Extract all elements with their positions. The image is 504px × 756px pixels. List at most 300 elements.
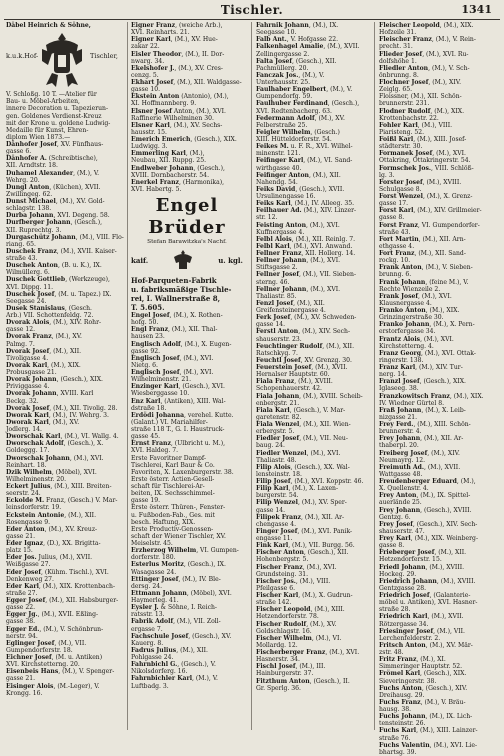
directory-entry-line: XVI. Redtenbacherg. 63. <box>256 107 332 115</box>
directory-entry-line: Fiedler Josef, (M.), VII. Neu- <box>256 435 348 443</box>
directory-entry-line: Dänhofer Josef, XV. Fünfhaus- <box>6 141 104 148</box>
directory-entry-line: dersg. 24. <box>131 582 163 590</box>
directory-entry-line: Dvorak Josef, (M.), XII. <box>6 347 82 355</box>
directory-entry-line: baug. 24. <box>256 442 285 450</box>
directory-entry-line: Fellner Josef, (M.), VII. Sieben- <box>256 271 357 279</box>
directory-entry-line: gasse 10. <box>131 86 161 94</box>
directory-entry-line: nerg. 14. <box>379 371 407 379</box>
directory-entry-line: shauserstr. 23. <box>256 335 302 343</box>
directory-entry-line: Fiala Johann, (M.), XVIII. Scheib- <box>256 392 363 400</box>
directory-entry-line: Ratschkyg. 7. <box>256 349 298 357</box>
directory-entry-line: Felbl Karl, (M.), XVI. Anwand. <box>256 242 353 250</box>
directory-entry-line: Feifinger Anton, (M.), XII. <box>256 171 341 179</box>
directory-entry-line: minenstr. 121. <box>256 150 301 158</box>
directory-entry-line: Franz Karl, (M.), XIV. Tur- <box>379 364 463 371</box>
directory-entry-line: Dvorak Johann, XVIII. Karl <box>6 390 94 398</box>
directory-entry-line: brunng. 6. <box>379 271 412 279</box>
directory-entry-line: Friedrich Johann, (M.), XVIII. <box>379 577 476 585</box>
directory-entry-line: beiten, IX. Sechsschimmel- <box>131 490 215 498</box>
directory-entry-line: Piaristeng. 52. <box>379 128 425 136</box>
directory-entry-line: gasse 8. <box>379 214 405 222</box>
directory-entry-line: Fellner Johann, (M.), XVI. <box>256 257 341 265</box>
directory-entry-line: Duschek Anton, (B. u. K.), IX. <box>6 262 102 270</box>
directory-entry-line: Formschek Jos., VIII. Schlöß- <box>379 164 474 172</box>
directory-entry-line: gasse 45. <box>131 433 161 441</box>
directory-entry-line: straße 142. <box>256 599 292 607</box>
directory-entry-line: Stiftsgasse 2. <box>256 264 298 272</box>
column-divider <box>374 22 375 730</box>
directory-entry-line: Forster Josef, (M.), XVIII. <box>379 178 462 186</box>
directory-entry-line: Krongg. 16. <box>6 689 43 697</box>
directory-entry-line: Fiedler Wenzel, (M.), XVI. <box>256 449 341 457</box>
engel-brueder-line: rei, I. Wallnerstraße 8, <box>131 294 221 303</box>
directory-entry-line: Forst Wenzel, (M.), X. Grenz- <box>379 193 473 200</box>
directory-entry-line: Franz Georg, (M.), XVI. Ottak- <box>379 349 476 357</box>
directory-entry-line: thaberpl. 20. <box>379 442 419 450</box>
directory-entry-line: schaft der Wiener Tischler, XV. <box>131 532 226 540</box>
directory-entry-line: Hetzendorferstr. 78. <box>256 613 319 621</box>
directory-entry-line: Fuchs Johann, (M.), IX. Lich- <box>379 713 473 721</box>
directory-entry-line: Raffinerie Wilhelminen 30. <box>131 114 214 122</box>
engel-brueder-line: u. fabriksmäßige Tischle- <box>131 285 232 294</box>
directory-entry-line: Dvorak Alois, (M.), XIV. Rohr- <box>6 319 102 327</box>
directory-entry-line: Durgaschütz Johann, (M.), VIII. Flo- <box>6 233 124 241</box>
directory-column-4 <box>379 22 499 756</box>
directory-entry-line: gasse 6. <box>6 148 32 156</box>
directory-entry-line: Probusgasse 21. <box>6 369 57 376</box>
directory-entry-line: Feiks David, (Gesch.), XVII. <box>256 185 345 193</box>
directory-entry-line: Wasagasse 24. <box>131 568 177 576</box>
directory-entry-line: Kirchstetterng. 4. <box>379 342 434 350</box>
directory-entry-line: Eder Jos. Julius, (M.), XVII. <box>6 554 93 562</box>
directory-entry-line: Fuchs Karl, (M.), XIII. Lainzer- <box>379 727 478 735</box>
directory-entry-line: Faulhaber Engelbert, (M.), V. <box>256 86 353 94</box>
column-divider <box>251 22 252 730</box>
directory-entry-line: Esterlus Moritz, (Gesch.), IX. <box>131 561 226 569</box>
directory-entry-line: Hohenbergstr. 5. <box>256 556 309 564</box>
directory-entry-line: hausg. 38. <box>379 706 412 713</box>
directory-entry-line: Erzherzog Wilhelm, VI. Gumpen- <box>131 547 239 555</box>
directory-entry-line: Falta Josef, (Gesch.), XII. <box>256 57 337 65</box>
directory-entry-line: Eysler J. & Söhne, I. Reich- <box>131 604 217 612</box>
directory-entry-line: Fuchs Valentin, (M.), XVI. Lie- <box>379 741 478 749</box>
directory-entry-line: gasse 12. <box>6 326 36 334</box>
directory-entry-line: Feuerstein Josef, (M.), XVII. <box>256 364 348 371</box>
directory-entry-line: Fahrnbichl G., (Gesch.), V. <box>131 661 216 669</box>
directory-entry-line: Medaille für Kunst, Ehren- <box>6 126 89 134</box>
directory-entry-line: Fischl Josef, (M.), III. <box>256 663 326 671</box>
directory-entry-line: Fink Karl, (M.), VII. Burgg. 56. <box>256 542 355 550</box>
directory-entry-line: Schopenhauerstr. 42. <box>256 385 322 393</box>
directory-entry-line: XVIII. Dornbacherstr. 54. <box>131 171 210 179</box>
directory-entry-line: XVI. Haldeg. 7. <box>131 447 179 455</box>
directory-entry-line: Frey Johann, (M.), XII. Ar- <box>379 435 464 443</box>
directory-entry-line: Fischer Anton, (Gesch.), XII. <box>256 549 349 557</box>
directory-entry-line: innere Decoration u. Tapezierun- <box>6 105 109 113</box>
directory-entry-line: gasse 19. <box>131 497 161 505</box>
directory-entry-line: gasse 14. <box>256 506 286 514</box>
directory-entry-line: diplom Wien 1873.— <box>6 133 71 141</box>
directory-entry-line: Dvorak Josef, (M.), XII. Tivolig. 28. <box>6 404 118 412</box>
directory-entry-line: Fiala Franz, (M.), XVIII. <box>256 378 333 386</box>
directory-entry-line: straße 28. <box>379 606 411 614</box>
directory-entry-line: engasse 11. <box>256 535 293 542</box>
directory-entry-line: Ferstl Anton, (M.), XIV. Sech- <box>256 328 351 336</box>
directory-entry-line: Bau- u. Möbel-Arbeiten, <box>6 98 80 106</box>
directory-entry-line: chengasse 4. <box>256 520 297 528</box>
directory-entry-line: gasse 21. <box>6 532 36 540</box>
directory-entry-line: Frey Anton, (M.), IX. Spittel- <box>379 492 471 500</box>
directory-entry-line: Fenzl Josef, (M.), XII. <box>256 299 325 307</box>
directory-entry-line: Feiks Karl, (M.), IV. Alleeg. 35. <box>256 200 355 208</box>
directory-entry-line: Durba Johann, XVI. Degeng. 58. <box>6 212 110 220</box>
directory-entry-line: Eckert Julius, (M.), XIII. Breiten- <box>6 483 112 490</box>
directory-entry-line: Ekelshofer J., (M.), XV. Cres- <box>131 64 223 72</box>
directory-entry-line: Fleischer Leopold, (M.), XIX. <box>379 22 474 29</box>
directory-entry-line: Fischerberger Franz, (M.), XVI. <box>256 649 360 656</box>
column-divider <box>127 22 128 730</box>
directory-entry-line: Emmerling Karl, (M.), <box>131 150 205 158</box>
directory-entry-line: Jodlerg. 14. <box>6 426 42 433</box>
directory-entry-line: Eisler Theodor, (M.), II. Dor- <box>131 50 225 58</box>
directory-entry-line: Eichner Josef, (M. u. Antiken) <box>6 654 103 661</box>
directory-entry-line: Duschek Franz, (M.), XVII. Kaiser- <box>6 247 117 255</box>
directory-entry-line: Erste österr. Thüren-, Fenster- <box>131 504 226 512</box>
directory-entry-line: Luftbadg. 3. <box>131 682 169 690</box>
directory-entry-line: Fachschule Josef, (Gesch.), XV. <box>131 632 232 640</box>
directory-entry-line: Durfberger Johann, (Gesch.), <box>6 219 103 227</box>
directory-entry-line: Sieveringerstr. 38. <box>379 677 437 685</box>
directory-entry-line: cenzg. 5. <box>131 71 159 79</box>
directory-entry-line: Feifinger Karl, (M.), VI. Sand- <box>256 157 353 165</box>
directory-entry-line: Arb.) VII. Schottenfeldg. 72. <box>6 312 94 319</box>
directory-entry-line: Felberstraße 25. <box>256 121 308 129</box>
directory-entry-line: Hockeg. 29. <box>379 570 417 578</box>
directory-entry-line: u. Fußboden-Fab., Ges. mit <box>131 511 215 519</box>
directory-entry-line: Enz Karl, (Antiken), XIII. Wal- <box>131 397 226 405</box>
directory-entry-line: schlagstr. 138. <box>6 205 52 213</box>
directory-entry-line: riang. 65. <box>6 240 36 248</box>
directory-entry-line: Haymerleg. 41. <box>131 597 179 604</box>
directory-entry-line: Enerkel Franz, (Harmonika), <box>131 178 225 186</box>
ad-firm-name: Däbel Heinrich & Söhne, <box>6 22 91 29</box>
directory-entry-line: sterng. 46. <box>256 278 290 286</box>
directory-entry-line: Feuchtl Josef, XV. Grenzg. 30. <box>256 356 352 364</box>
directory-entry-line: V. Schloßg. 10 T. —Atelier für <box>6 91 97 99</box>
directory-entry-line: Nahendg. 54. <box>256 178 298 186</box>
directory-entry-line: Ekhart Josef, (M.), XII. Waldgasse- <box>131 79 242 86</box>
directory-entry-line: Ludwigg. 3. <box>131 143 168 151</box>
directory-entry-line: XII. Ruprechtg. 3. <box>6 226 62 234</box>
directory-entry-line: Freimuth Ad., (M.), XVII. <box>379 463 461 471</box>
directory-entry-line: Fiala Karl, (Gesch.), V. Mar- <box>256 406 346 414</box>
directory-entry-line: burgerstr. 54. <box>256 492 299 500</box>
directory-entry-line: dstraße 18. <box>131 404 167 412</box>
directory-entry-line: Duhamel Alexander, (M.), V. <box>6 169 100 177</box>
directory-entry-line: (Galant.) VI. Mariahilfer- <box>131 418 208 426</box>
directory-entry-line: Erste Favoritner Dampf- <box>131 454 207 462</box>
eagle-emblem-icon <box>172 249 194 273</box>
directory-entry-line: Filip Josef, (M.), XVI. Koppstr. 46. <box>256 478 364 485</box>
directory-entry-line: Denkenweg 27. <box>6 575 54 583</box>
directory-entry-line: lg. 3. <box>379 171 395 179</box>
directory-entry-line: Fiala Wenzel, (M.), XII. Wien- <box>256 421 351 428</box>
directory-entry-line: Englisch Josef, (M.), XVI. <box>131 369 214 376</box>
directory-entry-line: Eder Karl, (M.), XIX. Krottenbach- <box>6 582 116 590</box>
directory-entry-line: Grinzingerstraße 30. <box>379 314 444 322</box>
directory-entry-line: Fort Franz, (M.), XII. Sand- <box>379 250 466 257</box>
directory-entry-line: gasse 22. <box>6 604 36 612</box>
directory-entry-line: Tischlerei, Karl Baur & Co. <box>131 461 215 469</box>
directory-entry-line: Fahrnik Johann, (M.), IX. <box>256 22 339 29</box>
directory-entry-line: Wattgasse 48. <box>379 470 423 478</box>
crest-advertisement <box>6 29 118 91</box>
directory-entry-line: Foißl Karl, (M.), XIII. Josef- <box>379 136 467 143</box>
directory-entry-line: bhartsg. 39. <box>379 748 417 756</box>
directory-entry-line: auerlände 25. <box>379 499 422 507</box>
directory-entry-line: Seegasse 24. <box>6 297 47 305</box>
directory-entry-line: Fahrnbichler Karl, (M.), V. <box>131 675 218 683</box>
directory-entry-line: straße 27. <box>6 589 38 597</box>
directory-entry-line: Goldeggg. 17. <box>6 447 50 455</box>
directory-entry-line: Fliedler Anton, (M.), V. Sch- <box>379 64 470 72</box>
directory-entry-line: Pachmüllerg. 20. <box>256 64 309 72</box>
directory-entry-line: Simmeringer Hauptstr. 52. <box>379 663 463 671</box>
directory-column-1 <box>6 22 124 730</box>
directory-entry-line: garetenstr. 82. <box>256 413 302 421</box>
directory-entry-line: Ursulinengasse 16. <box>256 193 316 200</box>
directory-entry-line: nizgasse 21. <box>379 413 418 421</box>
directory-entry-line: Fischer Karl, (M.), X. Gudrun- <box>256 592 353 599</box>
directory-entry-line: dolfshöhe 1. <box>379 57 417 65</box>
directory-entry-line: Fuchs Anton, (Gesch.), XIV. <box>379 684 468 692</box>
kaif-row <box>131 248 243 274</box>
directory-entry-line: Klausnergasse 4. <box>379 299 432 307</box>
directory-entry-line: Frank Anton, (M.), V. Sieben- <box>379 264 473 272</box>
directory-entry-line: Frömel Karl, (Gesch.), XIX. <box>379 670 467 678</box>
directory-entry-line: Floissner, (M.), XII. Schön- <box>379 93 462 101</box>
directory-entry-line: Neubau, XII. Ruppg. 25. <box>131 157 207 165</box>
directory-entry-line: Ferk Josef, (M.), XV. Schweden- <box>256 314 357 322</box>
directory-entry-line: rockg. 10. <box>379 257 411 265</box>
directory-entry-line: Rosengasse 9. <box>6 518 51 526</box>
directory-entry-line: Lerchenfelderstr. 2. <box>379 634 441 642</box>
directory-entry-line: Feuchtinger Rudolf, (M.), XII. <box>256 342 355 350</box>
directory-entry-line: Fitzthum Anton, (Gesch.), II. <box>256 677 350 685</box>
directory-entry-line: Elsner Karl, (M.), XV. Sechs- <box>131 121 223 129</box>
directory-entry-line: Dworschak Adolf, (Gesch.), X. <box>6 440 104 448</box>
directory-entry-line: Rötzergasse 34. <box>379 620 429 628</box>
directory-entry-line: Wiesberggasse 10. <box>131 390 190 398</box>
directory-entry-line: Filip Karl, (M.), X. Laxen- <box>256 485 339 493</box>
directory-entry-line: Frieberger Josef, (M.), XII. <box>379 549 467 557</box>
directory-entry-line: Frank Josef, (M.), XVI. <box>379 292 452 300</box>
directory-entry-line: Schulgasse 8. <box>379 185 422 193</box>
directory-entry-line: precht. 31. <box>379 43 413 51</box>
directory-entry-line: XVI. Reinharts. 21. <box>131 29 190 37</box>
directory-entry-line: önbrunng. 8. <box>379 71 419 79</box>
directory-entry-line: Erdödi Johanna, verehel. Kutte. <box>131 411 234 419</box>
directory-entry-line: Meiselstr. 45. <box>131 540 173 547</box>
directory-entry-line: Hetzendorferstr. 15. <box>379 556 442 564</box>
crest-left-label: k.u.k.Hof- <box>6 52 39 61</box>
directory-entry-line: Fritz Franz, (M.), XI. <box>379 656 446 664</box>
engel-brueder-advertisement <box>131 195 243 312</box>
directory-entry-line: Endlweber Johann, (Gesch.), <box>131 164 225 172</box>
directory-entry-line: Fraß Johann, (M.), X. Leib- <box>379 406 466 414</box>
directory-column-3 <box>256 22 368 730</box>
directory-entry-line: Wilhelminenstr. 21. <box>131 376 192 384</box>
engel-brueder-line: T. 5.605. <box>131 303 165 312</box>
directory-entry-line: leinsdorferstr. 19. <box>6 504 62 512</box>
directory-entry-line: Eder Ignaz, (D.), XX. Brigitta- <box>6 540 101 547</box>
directory-entry-line: Frank Johann, (feine M.), V. <box>379 278 469 286</box>
directory-entry-line: Duschek Gottlieb, (Werkzeuge), <box>6 276 110 284</box>
directory-entry-line: Eder Josef, (Kühm. Tischl.), XVI. <box>6 568 109 576</box>
directory-entry-line: Dreihausg. 29. <box>379 691 425 699</box>
directory-entry-line: Ottakring, Ottakringerstr. 54. <box>379 157 471 165</box>
directory-entry-line: Dvorak Johann, (Gesch.), XIX. <box>6 376 103 384</box>
crest-right-label: Tischler, <box>90 52 118 61</box>
directory-entry-line: XVI. Habertg. 5. <box>131 185 182 193</box>
directory-entry-line: Franzl Josef, (Gesch.), XIX. <box>379 378 466 386</box>
directory-entry-line: tensteinstr. 26. <box>379 720 426 728</box>
directory-entry-line: Friedrich Karl, (M.), XVII. <box>379 613 464 621</box>
directory-entry-line: Felbl Alois, (M.), XII. Reinlg. 7. <box>256 235 356 243</box>
directory-entry-line: Dworschak Karl, (M.), VI. Wallg. 4. <box>6 433 119 441</box>
directory-entry-line: Filip Alois, (Gesch.), XX. Wal- <box>256 463 350 471</box>
directory-entry-line: Engel Josef, (M.), X. Rothen- <box>131 312 223 319</box>
directory-entry-line: X. Quellenstr. 4. <box>379 485 429 493</box>
directory-entry-line: Egger Jg., (M.), XVII. Eßling- <box>6 611 99 619</box>
engel-brueder-title: Engel Brüder <box>148 195 226 238</box>
directory-entry-line: Zeiglg. 65. <box>379 86 413 94</box>
directory-entry-line: zakar 22. <box>131 43 160 51</box>
directory-entry-line: Eigner Franz, (weiche Arb.), <box>131 22 223 29</box>
engel-brueder-line: Hof-Parqueten-Fabrik <box>131 276 217 285</box>
directory-entry-line: Dänhofer A. (Schreibtische), <box>6 155 98 163</box>
directory-entry-line: Friedl Johann, (M.), XVIII. <box>379 563 465 571</box>
directory-entry-line: Reinhart. 18. <box>6 461 47 469</box>
directory-entry-line: städterstr. 30. <box>379 143 423 151</box>
directory-entry-line: Neumayrg. 12. <box>379 456 426 464</box>
directory-entry-line: Frey Johann, (Gesch.), XVIII. <box>379 506 472 514</box>
directory-entry-line: Ettmann Johann, (Möbel), XVI. <box>131 589 232 597</box>
directory-entry-line: Feilhauer Ad. (M.), XIV. Linzer- <box>256 207 357 215</box>
directory-entry-line: Franko Anton, (M.), XIX. <box>379 307 460 314</box>
directory-entry-line: Englisch Adolf, (M.), X. Eugen- <box>131 340 232 348</box>
directory-entry-line: Fischer Leopold, (M.), XIII. <box>256 606 345 614</box>
directory-entry-line: Erste Productiv-Genossen- <box>131 525 214 533</box>
directory-entry-line: XIII. Hütteldorferstr. 54. <box>256 136 332 143</box>
directory-entry-line: Fort Martin, (M.), XII. Arn- <box>379 235 466 243</box>
directory-entry-line: Franzkowitsch Franz, (M.), XIX. <box>379 392 484 400</box>
directory-entry-line: Frey Josef, (Gesch.), XIV. Sech- <box>379 520 478 528</box>
directory-entry-line: Zwillingeg. 62. <box>6 190 53 198</box>
directory-entry-line: hofg. 50. <box>131 319 159 327</box>
directory-entry-line: Gentzgasse 28. <box>379 584 427 592</box>
directory-entry-line: ratsstr. 13. <box>131 611 165 619</box>
directory-entry-line: Fischer Rudolf, (M.), XV. <box>256 620 337 628</box>
directory-entry-line: gasse 92. <box>131 347 161 355</box>
directory-entry-line: wirthgasse 40. <box>256 164 302 172</box>
directory-entry-line: Filipek Franz, (M.), XII. Ar- <box>256 513 345 521</box>
directory-entry-line: Eigner Karl, (M.), XV. Hue- <box>131 36 218 44</box>
directory-entry-line: Eglinger Josef, (M.), VII. <box>6 639 87 647</box>
directory-entry-line: Fadrus Julius, (M.), XII. <box>131 646 208 654</box>
directory-entry-line: schaft für Tischlerei-Ar- <box>131 483 205 490</box>
directory-entry-line: Gumpendorfg. 59. <box>256 93 313 101</box>
directory-entry-line: Egger Ed., (M.), V. Schönbrun- <box>6 625 104 633</box>
header-rule <box>4 19 500 20</box>
directory-entry-line: XVI. Dippg. 11. <box>6 283 54 291</box>
directory-entry-line: XVI. Kirchstetterng. 20. <box>6 661 80 669</box>
directory-entry-line: gen. Goldenes Verdienst-Kreuz <box>6 112 102 120</box>
directory-entry-line: Forst Franz, VI. Gumpendorfer- <box>379 221 480 229</box>
directory-entry-line: Feigler Wilhelm, (Gesch.) <box>256 128 340 136</box>
directory-entry-line: Falkenhagel Amalie, (M.), XVII. <box>256 43 360 51</box>
page-number: 1341 <box>461 3 492 16</box>
directory-entry-line: Kuffnergasse 4. <box>256 228 305 236</box>
directory-entry-line: besch. Haftung, XIX. <box>131 518 196 526</box>
directory-entry-line: Eisinger Alois, (M.-Leger), V. <box>6 682 100 690</box>
directory-entry-line: Dusek Stanislaus, (Gesch. <box>6 304 92 312</box>
directory-entry-line: Favoriten, X. Laxenburgerstr. 38. <box>131 468 234 476</box>
directory-entry-line: Egger Josef, (M.), XII. Habsburger- <box>6 597 119 604</box>
directory-entry-line: zstr. 48. <box>379 649 404 656</box>
directory-entry-line: Eckstein Antonie, (M.), XII. <box>6 511 97 519</box>
directory-entry-line: dorferstr. 180. <box>131 554 176 562</box>
directory-entry-line: mit der Krone u. goldene Ludwig- <box>6 119 111 127</box>
directory-entry-line: Fischer Wilhelm, (M.), VI. <box>256 634 342 642</box>
directory-entry-line: Fellner Johann, (M.), XVI. <box>256 285 341 293</box>
directory-entry-line: ringerstr. 138. <box>379 356 424 364</box>
directory-entry-line: brunnerstr. 231. <box>379 100 430 108</box>
directory-entry-line: Hernalser Hauptstr. 60. <box>256 371 330 379</box>
directory-entry-line: straße 118 T., G. I. Haustruck- <box>131 426 225 433</box>
directory-entry-line: Fohler Karl, (M.), VIII. <box>379 121 453 129</box>
kaif-right-label: u. kgl. <box>218 256 243 266</box>
directory-entry-line: Hainburgerstr. 37. <box>256 670 314 678</box>
directory-entry-line: gasse 14. <box>256 321 286 329</box>
directory-entry-line: nerstr. 94. <box>6 632 38 640</box>
directory-column-2 <box>131 22 243 730</box>
directory-entry-line: erstorfergasse 34. <box>379 328 436 336</box>
directory-entry-line: Formanek Josef, (M.), XVI. <box>379 150 466 158</box>
directory-entry-line: lensteinstr. 18. <box>256 470 302 478</box>
directory-entry-line: Goldschlagstr. 16. <box>256 627 312 635</box>
directory-entry-line: Friedrich Josef, (Galanterie- <box>379 592 471 599</box>
directory-entry-line: Eisenbeis Hans, (M.), V. Spenger- <box>6 668 115 676</box>
directory-entry-line: Zellingergasse 2. <box>256 50 310 58</box>
directory-entry-line: straße 76. <box>379 734 411 742</box>
directory-entry-line: XII. Arndtstr. 18. <box>6 162 58 170</box>
directory-entry-line: str. 12. <box>256 214 278 222</box>
directory-entry-line: Dworschak Johann, (M.), XVI. <box>6 454 104 462</box>
directory-entry-line: Frey Karl, (M.), XIX. Weinberg- <box>379 535 479 542</box>
directory-entry-line: Flochner Josef, (M.), XIV. <box>379 79 462 86</box>
directory-entry-line: ergasse 7. <box>131 625 163 633</box>
directory-entry-line: Fabrik Adolf, (M.), VII. Zoll- <box>131 618 221 626</box>
directory-entry-line: Frey Ferd., (M.), XIII. Schön- <box>379 421 471 428</box>
directory-entry-line: Fischer Franz, (M.), XVI. <box>256 563 337 571</box>
directory-entry-line: Elsner Josef Anton, (M.), XVI. <box>131 107 226 115</box>
directory-entry-line: Falb Ant., V. Hofgasse 22. <box>256 36 339 44</box>
directory-entry-line: Federmann Adolf, (M.), XV. <box>256 114 345 122</box>
directory-entry-line: Hasnerstr. 34. <box>256 656 300 664</box>
directory-entry-line: shauserstr. 47. <box>379 527 425 535</box>
directory-entry-line: Pfeilgasse 6. <box>256 584 296 592</box>
